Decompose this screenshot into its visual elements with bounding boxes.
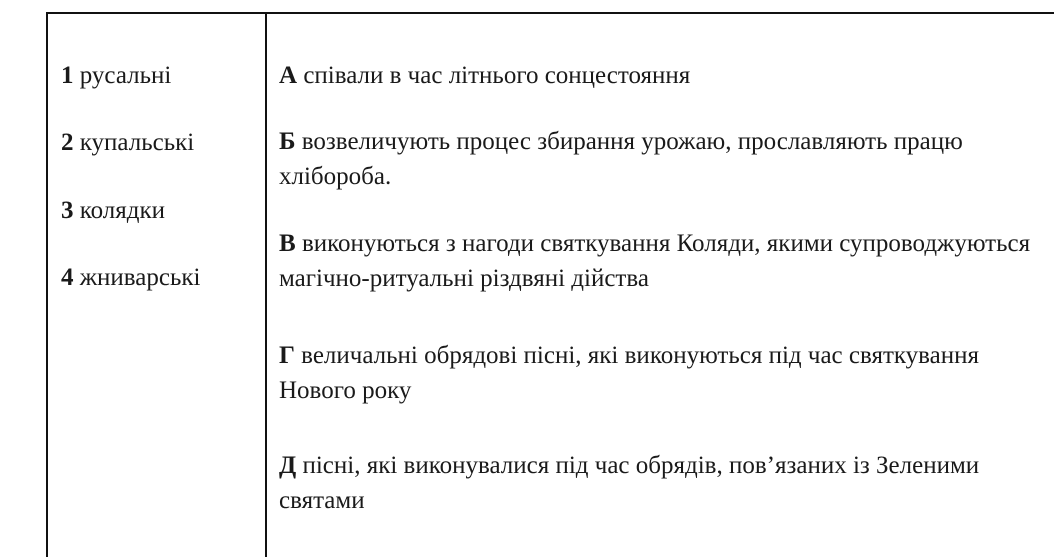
item-letter: Б (279, 128, 296, 155)
item-text: жниварські (79, 264, 201, 291)
right-item-a (279, 58, 1039, 93)
item-text: колядки (79, 197, 166, 224)
item-text: купальські (79, 129, 195, 156)
item-number: 4 (61, 264, 74, 291)
item-letter: Г (279, 342, 295, 369)
column-divider (265, 12, 267, 557)
item-text: русальні (79, 62, 172, 89)
item-number: 1 (61, 62, 74, 89)
item-letter: А (279, 62, 298, 89)
left-item-2 (61, 128, 194, 158)
item-number: 2 (61, 129, 74, 156)
item-number: 3 (61, 197, 74, 224)
item-text: пісні, які виконувалися під час обрядів, пов’язаних із Зеленими святами (279, 452, 980, 514)
left-item-3 (61, 196, 165, 226)
right-item-b (279, 124, 1039, 194)
item-text: співали в час літнього сонцестояння (303, 62, 691, 89)
item-text: виконуються з нагоди святкування Коляди, якими супроводжуються магічно-ритуальні різдвяні дійства (279, 230, 1031, 292)
item-text: величальні обрядові пісні, які виконуються під час святкування Нового року (279, 342, 980, 404)
right-item-v (279, 226, 1039, 296)
item-letter: В (279, 230, 296, 257)
left-item-4 (61, 263, 200, 293)
left-item-1 (61, 61, 171, 91)
item-text: возвеличують процес збирання урожаю, прославляють працю хлібороба. (279, 128, 963, 190)
right-item-h (279, 338, 1039, 408)
item-letter: Д (279, 452, 297, 479)
right-item-d (279, 448, 1039, 518)
